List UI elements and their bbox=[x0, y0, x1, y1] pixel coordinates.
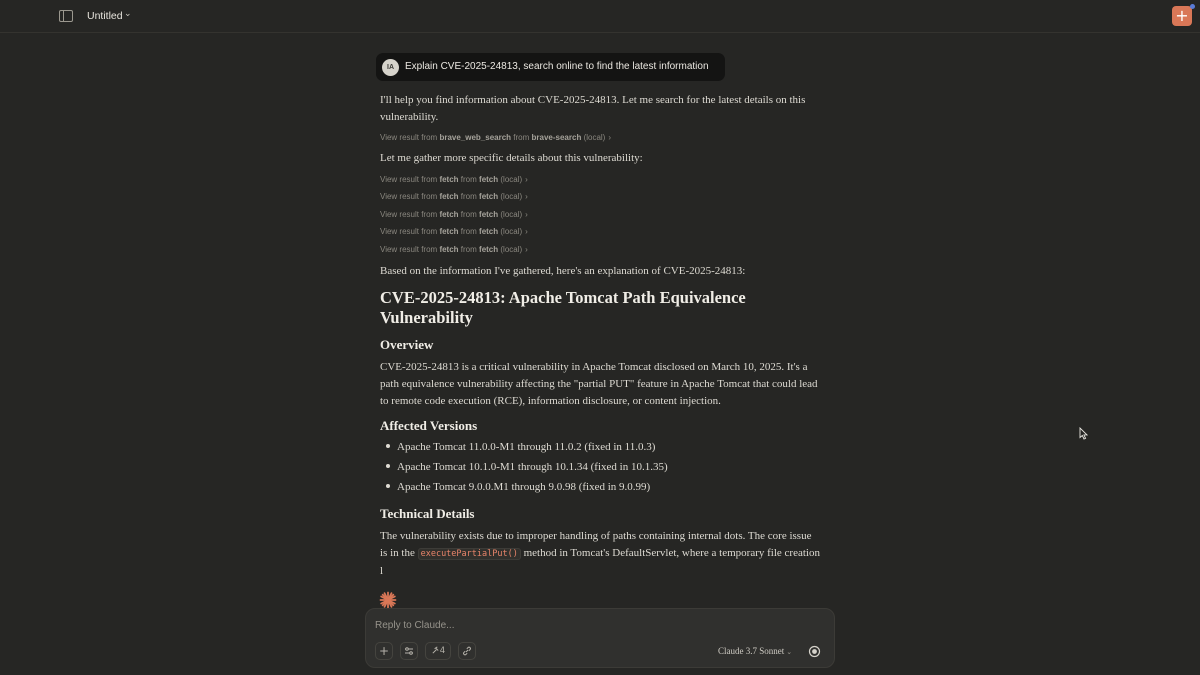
chevron-right-icon: › bbox=[525, 227, 528, 236]
tool-result-mid: from bbox=[513, 133, 530, 142]
avatar[interactable]: IA bbox=[382, 59, 399, 76]
user-message-text: Explain CVE-2025-24813, search online to find the latest information bbox=[405, 61, 709, 72]
tool-result-link[interactable] bbox=[380, 210, 528, 219]
model-selector[interactable] bbox=[718, 646, 792, 656]
chevron-right-icon: › bbox=[525, 245, 528, 254]
tool-result-mid: from bbox=[460, 175, 477, 184]
sidebar-toggle-icon[interactable] bbox=[59, 10, 73, 22]
tool-result-mid: from bbox=[460, 192, 477, 201]
technical-text-before: The vulnerability exists due to improper handling of paths containing internal dots. The core issue is in the bbox=[380, 530, 812, 559]
overview-heading: Overview bbox=[380, 337, 434, 352]
tool-result-suffix: (local) bbox=[500, 175, 523, 184]
hammer-icon bbox=[431, 646, 440, 655]
tool-result-suffix: (local) bbox=[500, 192, 523, 201]
tool-result-suffix: (local) bbox=[583, 133, 606, 142]
tool-result-prefix: View result from bbox=[380, 210, 438, 219]
tool-result-suffix: (local) bbox=[500, 245, 523, 254]
inline-code: executePartialPut() bbox=[418, 548, 521, 560]
chevron-right-icon: › bbox=[608, 133, 612, 142]
chevron-right-icon: › bbox=[525, 210, 528, 219]
bullet-icon bbox=[386, 464, 390, 468]
bullet-icon bbox=[386, 444, 390, 448]
list-item bbox=[386, 481, 650, 493]
reply-input[interactable]: Reply to Claude... bbox=[375, 620, 455, 631]
tool-server: fetch bbox=[479, 175, 499, 184]
tool-result-link[interactable] bbox=[380, 227, 528, 236]
tool-server: fetch bbox=[479, 192, 499, 201]
user-message bbox=[376, 53, 725, 81]
new-chat-button[interactable]: + bbox=[1172, 6, 1192, 26]
mouse-cursor-icon bbox=[1079, 427, 1088, 440]
tool-result-link[interactable] bbox=[380, 192, 528, 201]
assistant-based-on: Based on the information I've gathered, here's an explanation of CVE-2025-24813: bbox=[380, 265, 746, 277]
overview-text: CVE-2025-24813 is a critical vulnerability in Apache Tomcat disclosed on March 10, 2025. It's a path equivalence vulnerability affecting the "partial PUT" feature in Apache Tomcat that could lead to remote code execution (RCE), information disclosure, or content injection. bbox=[380, 361, 818, 407]
top-bar bbox=[0, 0, 1200, 33]
tool-server: fetch bbox=[479, 245, 499, 254]
technical-details-heading: Technical Details bbox=[380, 506, 475, 521]
assistant-gather-text: Let me gather more specific details about this vulnerability: bbox=[380, 152, 643, 164]
tool-result-link[interactable] bbox=[380, 175, 528, 184]
tool-result-prefix: View result from bbox=[380, 133, 438, 142]
tool-result-prefix: View result from bbox=[380, 175, 438, 184]
list-item-text: Apache Tomcat 11.0.0-M1 through 11.0.2 (fixed in 11.0.3) bbox=[397, 441, 656, 453]
tool-server: fetch bbox=[479, 227, 499, 236]
tool-result-prefix: View result from bbox=[380, 192, 438, 201]
tool-name: fetch bbox=[439, 210, 459, 219]
tool-result-mid: from bbox=[460, 227, 477, 236]
tool-name: fetch bbox=[439, 175, 459, 184]
tool-result-suffix: (local) bbox=[500, 227, 523, 236]
tool-name: brave_web_search bbox=[439, 133, 512, 142]
chevron-right-icon: › bbox=[525, 192, 528, 201]
voice-mode-icon[interactable] bbox=[806, 643, 823, 660]
tools-button[interactable] bbox=[425, 642, 451, 660]
chevron-down-icon[interactable]: ⌄ bbox=[124, 9, 132, 19]
tool-result-link[interactable] bbox=[380, 245, 528, 254]
list-item bbox=[386, 461, 668, 473]
list-item bbox=[386, 441, 655, 453]
technical-text-after: method in Tomcat's DefaultServlet, where a temporary file creation l bbox=[380, 547, 820, 577]
tool-result-prefix: View result from bbox=[380, 245, 438, 254]
technical-text bbox=[380, 528, 820, 580]
tool-server: fetch bbox=[479, 210, 499, 219]
link-icon bbox=[462, 646, 472, 656]
assistant-intro: I'll help you find information about CVE-2025-24813. Let me search for the latest details on this vulnerability. bbox=[380, 94, 806, 123]
reply-composer[interactable] bbox=[365, 608, 835, 668]
notification-dot bbox=[1190, 4, 1195, 9]
tool-result-suffix: (local) bbox=[500, 210, 523, 219]
model-name: Claude 3.7 Sonnet bbox=[718, 646, 785, 656]
tool-name: fetch bbox=[439, 227, 459, 236]
conversation-title[interactable]: Untitled bbox=[87, 10, 123, 22]
list-item-text: Apache Tomcat 9.0.0.M1 through 9.0.98 (fixed in 9.0.99) bbox=[397, 481, 651, 493]
chevron-right-icon: › bbox=[525, 175, 528, 184]
tool-result-link[interactable] bbox=[380, 133, 611, 142]
claude-spark-icon bbox=[379, 591, 397, 609]
tool-result-mid: from bbox=[460, 245, 477, 254]
tools-count: 4 bbox=[439, 646, 446, 656]
tool-result-prefix: View result from bbox=[380, 227, 438, 236]
bullet-icon bbox=[386, 484, 390, 488]
tool-name: fetch bbox=[439, 245, 459, 254]
sliders-icon bbox=[404, 646, 414, 656]
chevron-down-icon: ⌄ bbox=[786, 648, 793, 656]
add-attachment-button[interactable]: + bbox=[375, 642, 393, 660]
tool-server: brave-search bbox=[531, 133, 582, 142]
tool-name: fetch bbox=[439, 192, 459, 201]
response-heading: CVE-2025-24813: Apache Tomcat Path Equivalence Vulnerability bbox=[380, 288, 746, 327]
affected-versions-heading: Affected Versions bbox=[380, 418, 478, 433]
tool-result-mid: from bbox=[460, 210, 477, 219]
list-item-text: Apache Tomcat 10.1.0-M1 through 10.1.34 (fixed in 10.1.35) bbox=[397, 461, 668, 473]
integrations-button[interactable] bbox=[458, 642, 476, 660]
settings-sliders-button[interactable] bbox=[400, 642, 418, 660]
